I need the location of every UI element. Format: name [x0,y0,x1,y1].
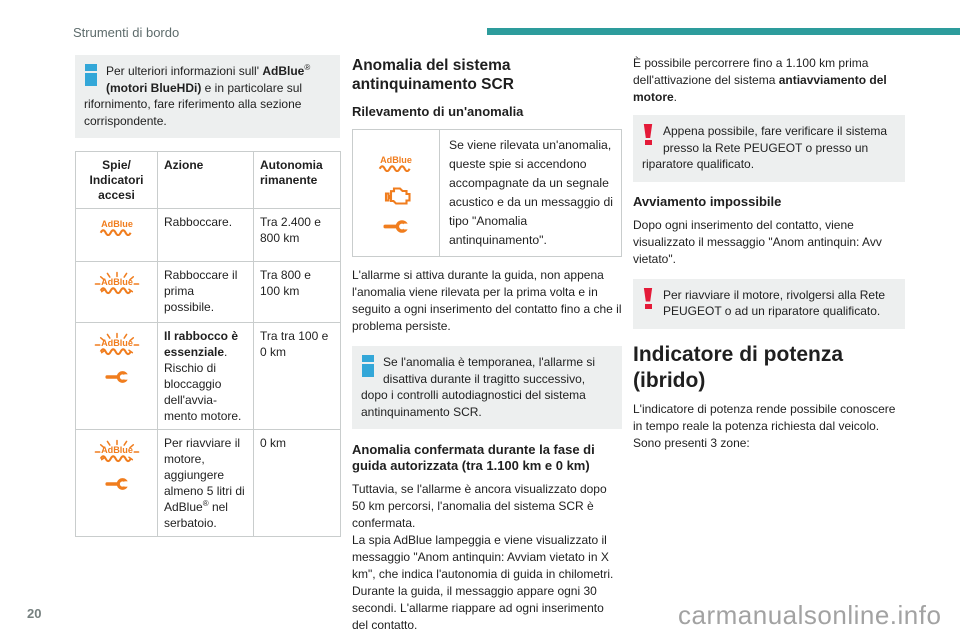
adblue-warning-lamp-icon [94,218,140,236]
paragraph-percorrenza [633,55,905,106]
paragraph-spia-adblue: La spia AdBlue lampeggia e viene visualizzato il messaggio "Anom antinquin: Avviam vietato in X km", che indica l'autonomia di guida in chilometri. [352,533,614,581]
middle-column [352,55,622,634]
col-header-spie: Spie/ Indicatori accesi [76,152,158,209]
action-cell: Rabboccare. [158,209,254,262]
autonomy-cell: Tra 800 e 100 km [254,262,341,323]
bold-antiavviamento: antiavviamento del motore [633,73,887,104]
autonomy-cell: 0 km [254,430,341,537]
warning-box-verifica [633,115,905,182]
left-column [75,55,340,537]
registered-mark: ® [304,63,311,72]
paragraph-tuttavia: Tuttavia, se l'allarme è ancora visualizzato dopo 50 km percorsi, l'anomalia del sistema SCR è confermata. [352,482,607,530]
adblue-info-note [75,55,340,138]
subheading-rilevamento: Rilevamento di un'anomalia [352,104,524,119]
adblue-warning-table [75,151,341,537]
section-heading-scr: Anomalia del sistema antinquinamento SCR [352,57,514,93]
text: È possibile percorrere fino a 1.100 km prima dell'attivazione del sistema [633,56,869,87]
temporary-anomaly-note [352,346,622,429]
note-text: Se l'anomalia è temporanea, l'allarme si disattiva durante il tragitto successivo, dopo i controlli autodiagnostici del sistema antinquinamento SCR. [361,355,596,419]
text-post: . [673,90,678,104]
table-header-row [76,152,341,209]
lamp-icons [353,130,440,256]
watermark: carmanualsonline.info [678,600,942,630]
service-wrench-lamp-icon [383,220,409,233]
note-bold-adblue: AdBlue [262,64,305,78]
autonomy-cell: Tra tra 100 e 0 km [254,323,341,430]
service-wrench-lamp-icon [105,371,129,383]
action-cell [158,323,254,430]
action-cell: Rabboccare il prima possibile. [158,262,254,323]
registered-mark: ® [202,499,209,508]
action-text: Per riavviare il motore, aggiungere almeno 5 litri di AdBlue [164,436,245,514]
adblue-flashing-lamp-icon [94,332,140,357]
warning-lamps-box [352,129,622,257]
warning-icon [643,288,654,309]
table-row [76,323,341,430]
paragraph-allarme: L'allarme si attiva durante la guida, non appena l'anomalia viene rilevata per la prima volta e in seguito a ogni inserimento del contatto fino a che il problema persiste. [352,268,622,333]
adblue-flashing-lamp-icon [94,439,140,464]
col-header-azione: Azione [158,152,254,209]
section-heading-indicatore-potenza: Indicatore di potenza (ibrido) [633,342,844,392]
autonomy-cell: Tra 2.400 e 800 km [254,209,341,262]
paragraph-zone: Sono presenti 3 zone: [633,435,750,450]
action-bold: Il rabbocco è essenziale [164,329,239,359]
warning-text: Appena possibile, fare verificare il sistema presso la Rete PEUGEOT o presso un riparatore qualificato. [642,124,888,171]
warning-text: Per riavviare il motore, rivolgersi alla Rete PEUGEOT o ad un riparatore qualificato. [663,287,886,318]
action-rest: . Rischio di bloccaggio dell'avvia-mento motore. [164,345,242,423]
info-icon [85,64,97,86]
note-bold-motori: (motori BlueHDi) [106,80,202,95]
col-header-autonomia: Autonomia rimanente [254,152,341,209]
table-row [76,209,341,262]
action-text-post: nel serbatoio. [164,500,228,530]
service-wrench-lamp-icon [105,478,129,490]
warning-box-riavvio [633,279,905,329]
subheading-anomalia-confermata: Anomalia confermata durante la fase di guida autorizzata (tra 1.100 km e 0 km) [352,442,595,473]
note-text: Per ulteriori informazioni sull' [106,64,263,78]
action-cell [158,430,254,537]
right-column [633,55,905,452]
subheading-avviamento-impossibile: Avviamento impossibile [633,193,782,209]
info-icon [362,355,374,377]
page-header: Strumenti di bordo [73,25,180,40]
table-row [76,430,341,537]
engine-mil-lamp-icon [379,184,413,208]
lamp-box-text: Se viene rilevata un'anomalia, queste spie si accendono accompagnate da un segnale acustico e da un messaggio di tipo "Anomalia antinquinamento". [449,138,613,247]
page-number: 20 [27,606,42,621]
header-accent-bar [487,28,960,35]
paragraph-durante-guida: Durante la guida, il messaggio appare ogni 30 secondi. L'allarme riappare ad ogni inserimento del contatto. [352,584,604,632]
adblue-flashing-lamp-icon [94,271,140,296]
paragraph-avviamento: Dopo ogni inserimento del contatto, viene visualizzato il messaggio "Anom antinquin: Avv vietato". [633,217,882,266]
note-text-rest: e in particolare sul rifornimento, fare riferimento alla sezione corrispondente. [84,80,303,128]
table-row [76,262,341,323]
adblue-warning-lamp-icon [373,154,419,172]
warning-icon [643,124,654,145]
paragraph-indicatore: L'indicatore di potenza rende possibile conoscere in tempo reale la potenza richiesta dal veicolo. [633,401,896,433]
